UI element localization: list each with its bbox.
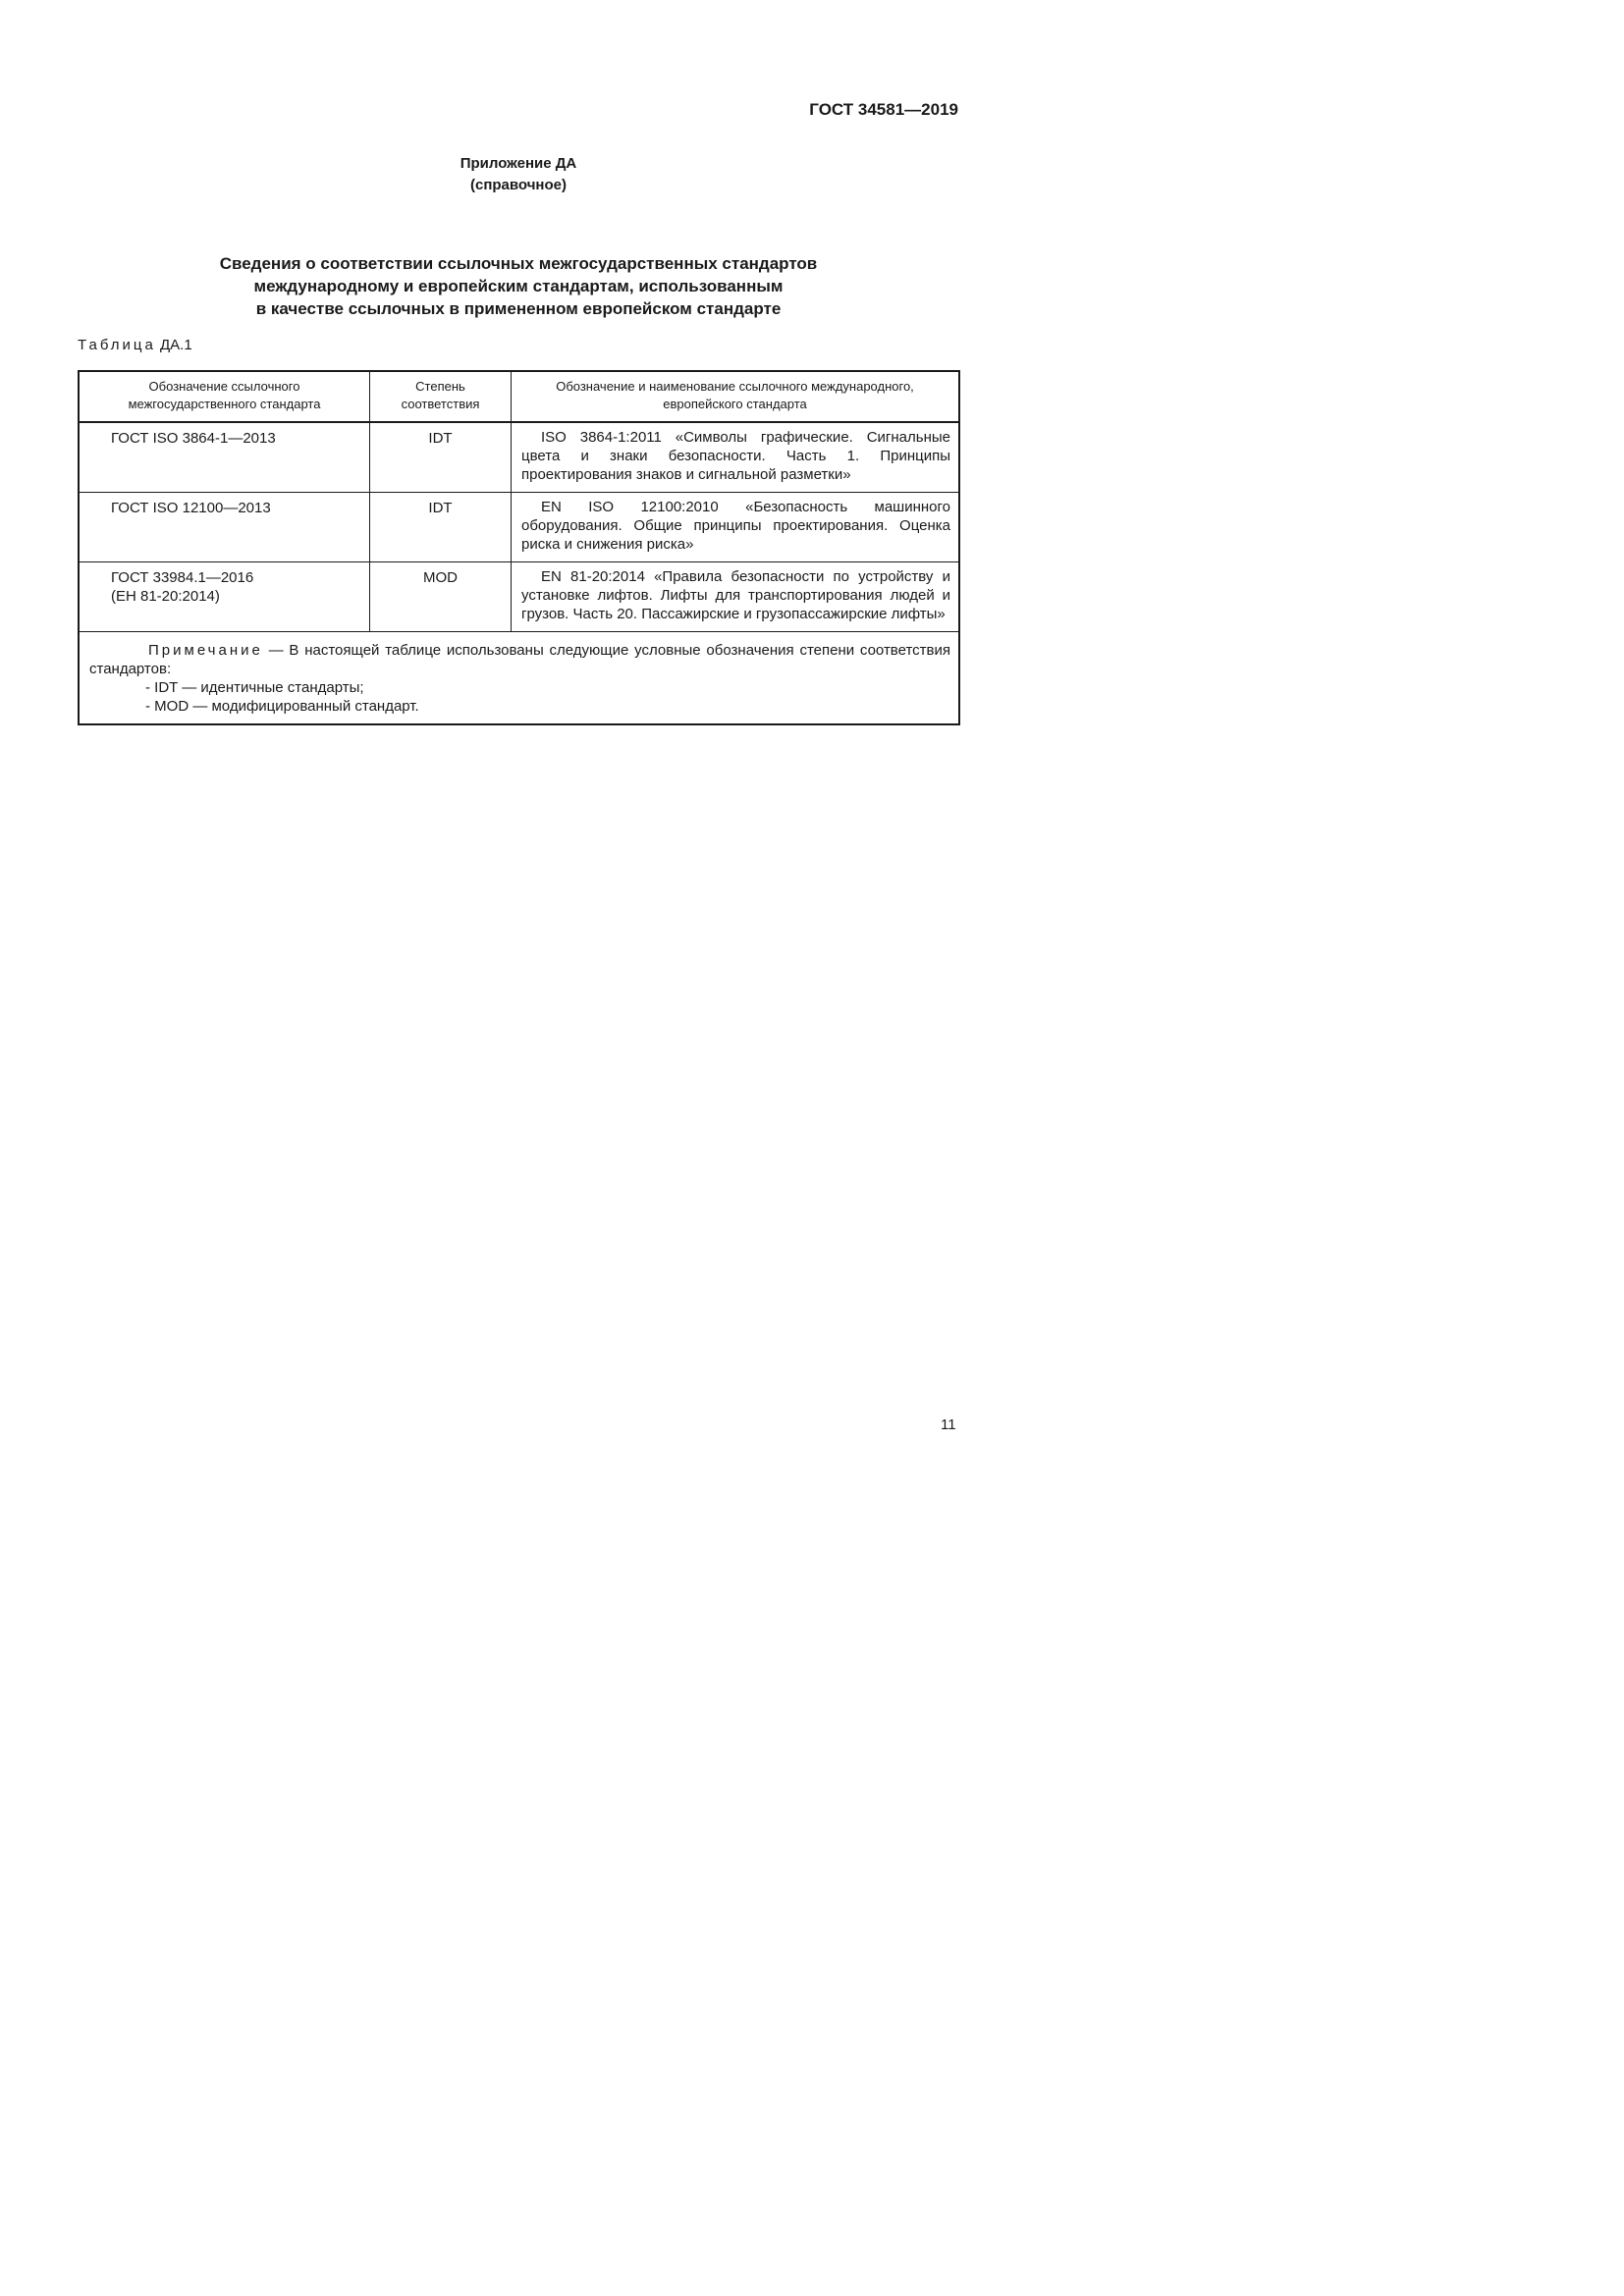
- title-line-2: международному и европейским стандартам, использованным: [253, 277, 784, 295]
- note-body: — В настоящей таблице использованы следующие условные обозначения степени соответствия стандартов:: [89, 642, 950, 677]
- page-number: 11: [941, 1416, 956, 1433]
- table-caption-word: Таблица: [78, 337, 156, 353]
- table-note-row: [79, 632, 959, 725]
- note-item-mod: - MOD — модифицированный стандарт.: [145, 698, 419, 715]
- gost-designation: ГОСТ 33984.1—2016: [111, 569, 254, 586]
- table-note: [79, 632, 959, 725]
- gost-designation: ГОСТ ISO 3864-1—2013: [111, 430, 276, 447]
- table-row: [79, 562, 959, 632]
- cell-degree: IDT: [370, 493, 512, 562]
- title-line-1: Сведения о соответствии ссылочных межгосударственных стандартов: [219, 254, 818, 273]
- header-intl: Обозначение и наименование ссылочного международного, европейского стандарта: [512, 371, 960, 422]
- appendix-label: Приложение ДА: [460, 155, 577, 172]
- title-line-3: в качестве ссылочных в примененном европейском стандарте: [255, 299, 782, 318]
- note-label: Примечание: [148, 642, 263, 659]
- document-code: ГОСТ 34581—2019: [809, 100, 958, 119]
- table-header-row: [79, 371, 959, 422]
- table-row: [79, 493, 959, 562]
- cell-intl: ISO 3864-1:2011 «Символы графические. Сигнальные цвета и знаки безопасности. Часть 1. Принципы проектирования знаков и сигнальной разметки»: [512, 422, 960, 493]
- header-gost: Обозначение ссылочного межгосударственного стандарта: [79, 371, 370, 422]
- table-row: [79, 422, 959, 493]
- section-title: [0, 252, 1037, 320]
- cell-gost: [79, 493, 370, 562]
- appendix-heading: [0, 153, 1037, 196]
- correspondence-table: [78, 370, 960, 725]
- gost-designation: ГОСТ ISO 12100—2013: [111, 500, 271, 516]
- table-caption-number: ДА.1: [160, 337, 192, 353]
- cell-intl: EN ISO 12100:2010 «Безопасность машинного оборудования. Общие принципы проектирования. Оценка риска и снижения риска»: [512, 493, 960, 562]
- appendix-kind: (справочное): [470, 177, 567, 193]
- cell-degree: MOD: [370, 562, 512, 632]
- gost-designation-extra: (ЕН 81-20:2014): [111, 588, 220, 605]
- cell-gost: [79, 562, 370, 632]
- header-degree: Степень соответствия: [370, 371, 512, 422]
- cell-degree: IDT: [370, 422, 512, 493]
- cell-intl: EN 81-20:2014 «Правила безопасности по устройству и установке лифтов. Лифты для транспортирования людей и грузов. Часть 20. Пассажирские и грузопассажирские лифты»: [512, 562, 960, 632]
- table-caption: [78, 337, 192, 353]
- note-item-idt: - IDT — идентичные стандарты;: [145, 679, 364, 696]
- note-text: [89, 641, 950, 678]
- cell-gost: [79, 422, 370, 493]
